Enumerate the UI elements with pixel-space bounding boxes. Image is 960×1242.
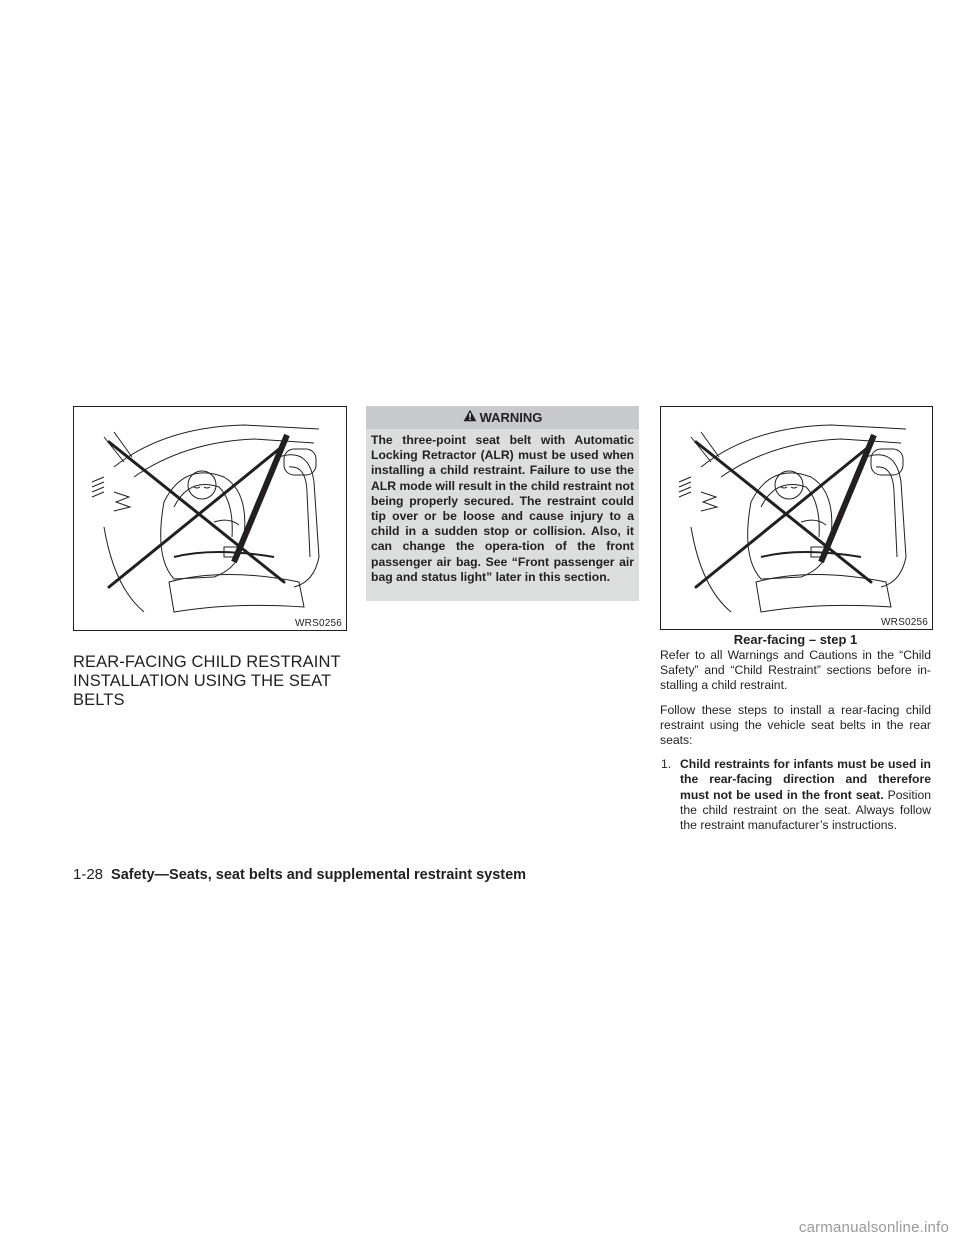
section-heading: REAR-FACING CHILD RESTRAINT INSTALLATION USING THE SEAT BELTS (73, 652, 341, 709)
step-item (661, 757, 932, 833)
paragraph: Refer to all Warnings and Cautions in the “Child Safety” and “Child Restraint” sections before in-stalling a child restraint. (660, 648, 931, 693)
paragraph: Follow these steps to install a rear-facing child restraint using the vehicle seat belts in the rear seats: (660, 702, 931, 748)
page-footer (73, 866, 526, 884)
car-seat-illustration (74, 407, 346, 630)
figure-caption: Rear-facing – step 1 (733, 632, 858, 647)
illustration-rear-facing-step-1 (660, 406, 933, 630)
page-number: 1-28 (73, 866, 104, 883)
warning-title: WARNING (479, 410, 543, 425)
body-text (660, 648, 931, 833)
step-text: Position the child restraint on the seat. Always follow the restraint manufacturer’s instructions. (680, 787, 932, 833)
warning-text: The three-point seat belt with Automatic Locking Retractor (ALR) must be used when installing a child restraint. Failure to use the ALR mode will result in the child restraint not being properly secured. The restraint could tip over or be loose and cause injury to a child in a sudden stop or collision. Also, it can change the opera-tion of the front passenger air bag. See “Front passenger air bag and status light” later in this section. (371, 433, 634, 584)
car-seat-illustration (661, 407, 932, 629)
illustration-rear-facing-crossed-out (73, 406, 347, 631)
step-number: 1. (661, 757, 672, 772)
figure-code: WRS0256 (295, 618, 342, 629)
step-bold-text: Child restraints for infants must be used in the rear-facing direction and therefore must not be used in the front seat. (680, 757, 931, 802)
watermark: carmanualsonline.info (798, 1219, 949, 1236)
figure-code: WRS0256 (881, 617, 928, 628)
warning-triangle-icon (463, 406, 477, 429)
warning-header (366, 406, 639, 429)
warning-box (366, 406, 639, 601)
chapter-title: Safety—Seats, seat belts and supplemental restraint system (111, 867, 527, 883)
